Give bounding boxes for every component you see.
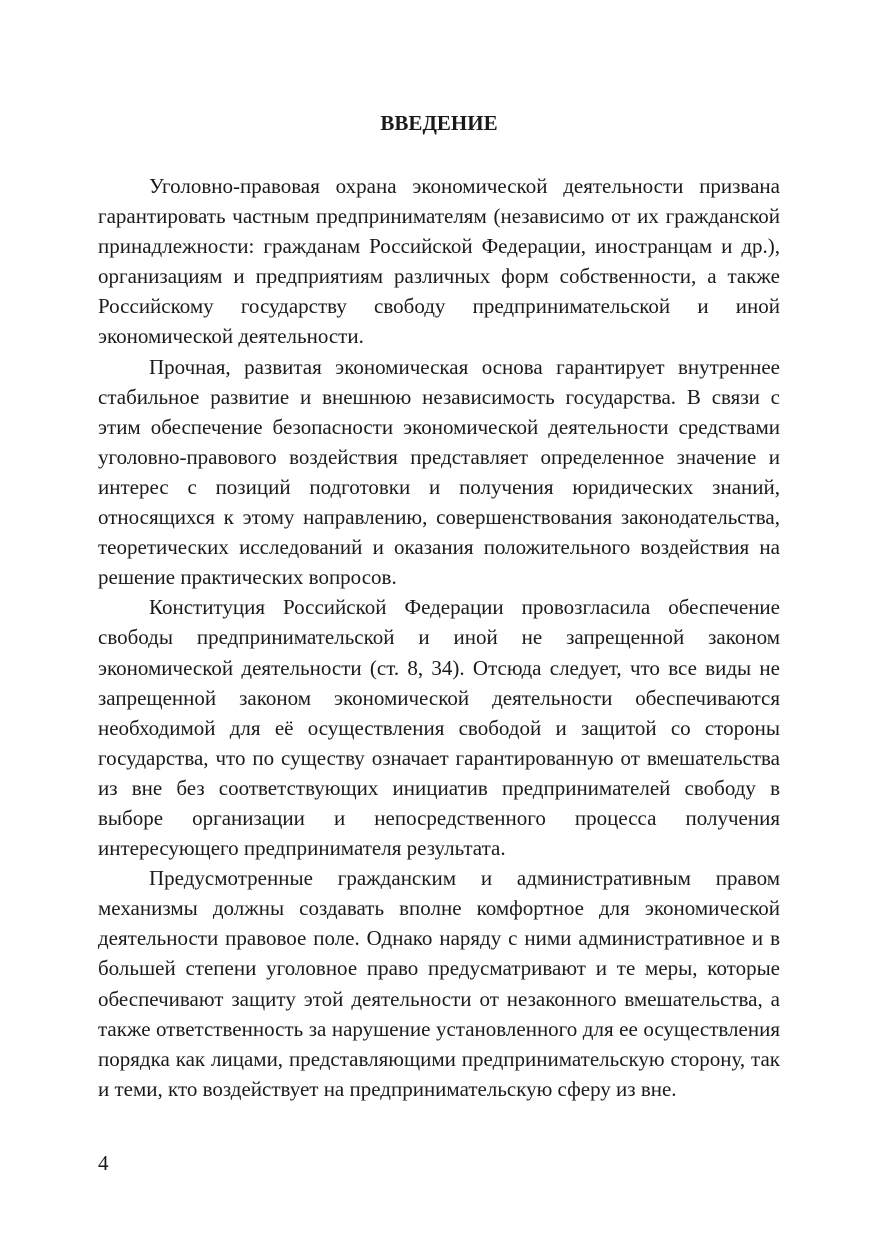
paragraph-3: Конституция Российской Федерации провозгласила обеспечение свободы предпринимательской и иной не запрещенной законом экономической деятельности (ст. 8, 34). Отсюда следует, что все виды не запрещенной законом экономической деятельности обеспечиваются необходимой для её осуществления свободой и защитой со стороны государства, что по существу означает гарантированную от вмешательства из вне без соответствующих инициатив предпринимателей свободу в выборе организации и непосредственного процесса получения интересующего предпринимателя результата. (98, 595, 780, 861)
body-text (98, 171, 780, 1104)
paragraph-4: Предусмотренные гражданским и административным правом механизмы должны создавать вполне комфортное для экономической деятельности правовое поле. Однако наряду с ними административное и в большей степени уголовное право предусматривают и те меры, которые обеспечивают защиту этой деятельности от незаконного вмешательства, а также ответственность за нарушение установленного для ее осуществления порядка как лицами, представляющими предпринимательскую сторону, так и теми, кто воздействует на предпринимательскую сферу из вне. (98, 866, 780, 1101)
paragraph-2: Прочная, развитая экономическая основа гарантирует внутреннее стабильное развитие и внешнюю независимость государства. В связи с этим обеспечение безопасности экономической деятельности средствами уголовно-правового воздействия представляет определенное значение и интерес с позиций подготовки и получения юридических знаний, относящихся к этому направлению, совершенствования законодательства, теоретических исследований и оказания положительного воздействия на решение практических вопросов. (98, 354, 780, 590)
paragraph-1: Уголовно-правовая охрана экономической деятельности призвана гарантировать частным предпринимателям (независимо от их гражданской принадлежности: гражданам Российской Федерации, иностранцам и др.), организациям и предприятиям различных форм собственности, а также Российскому государству свободу предпринимательской и иной экономической деятельности. (98, 174, 780, 349)
page-number: 4 (98, 1151, 109, 1175)
page-title: ВВЕДЕНИЕ (380, 111, 498, 135)
